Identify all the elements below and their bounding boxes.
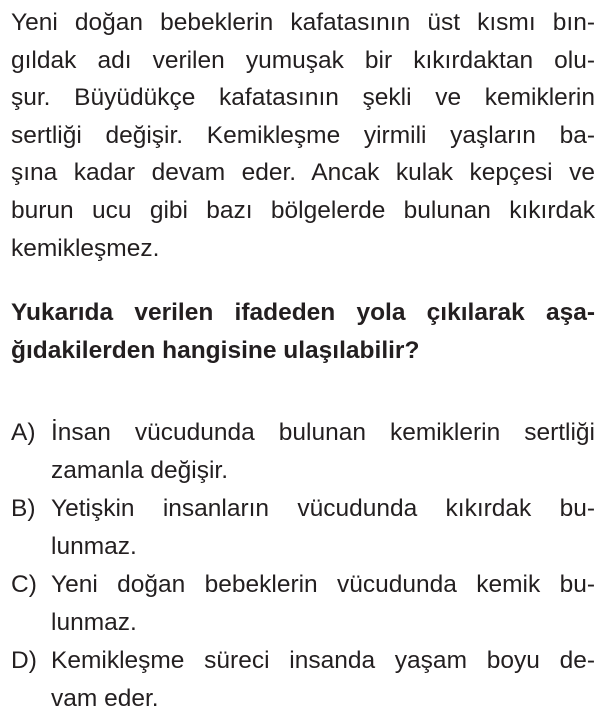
question-line: ğıdakilerden hangisine ulaşılabilir? xyxy=(11,337,420,364)
option-text xyxy=(51,642,595,718)
option-text xyxy=(51,490,595,566)
option-line: lunmaz. xyxy=(51,609,137,636)
passage-line: şına kadar devam eder. Ancak kulak kepçesi ve xyxy=(11,159,595,187)
passage-line: Yeni doğan bebeklerin kafatasının üst kısmı bın- xyxy=(11,9,595,36)
option-line: Yetişkin insanların vücudunda kıkırdak bu- xyxy=(51,495,595,522)
option-line: zamanla değişir. xyxy=(51,457,229,484)
option-letter: C) xyxy=(11,571,37,598)
passage-line: şur. Büyüdükçe kafatasının şekli ve kemiklerin xyxy=(11,84,595,112)
option-a[interactable] xyxy=(11,414,595,490)
passage-text xyxy=(11,4,595,267)
option-text xyxy=(51,566,595,642)
option-letter: D) xyxy=(11,647,37,674)
answer-options xyxy=(11,414,595,718)
option-d[interactable] xyxy=(11,642,595,718)
option-text xyxy=(51,414,595,490)
option-c[interactable] xyxy=(11,566,595,642)
option-letter: B) xyxy=(11,495,36,522)
passage-line: burun ucu gibi bazı bölgelerde bulunan kıkırdak xyxy=(11,196,595,224)
option-line: Yeni doğan bebeklerin vücudunda kemik bu- xyxy=(51,571,595,598)
option-line: Kemikleşme süreci insanda yaşam boyu de- xyxy=(51,647,595,674)
passage-line: kemikleşmez. xyxy=(11,234,160,262)
option-b[interactable] xyxy=(11,490,595,566)
option-line: lunmaz. xyxy=(51,533,137,560)
passage-line: sertliği değişir. Kemikleşme yirmili yaşların ba- xyxy=(11,121,595,149)
option-line: İnsan vücudunda bulunan kemiklerin sertliği xyxy=(51,419,595,446)
option-letter: A) xyxy=(11,419,36,446)
question-line: Yukarıda verilen ifadeden yola çıkılarak aşa- xyxy=(11,299,595,326)
passage-line: gıldak adı verilen yumuşak bir kıkırdaktan olu- xyxy=(11,46,595,74)
option-line: vam eder. xyxy=(51,685,159,712)
question-stem xyxy=(11,294,595,370)
